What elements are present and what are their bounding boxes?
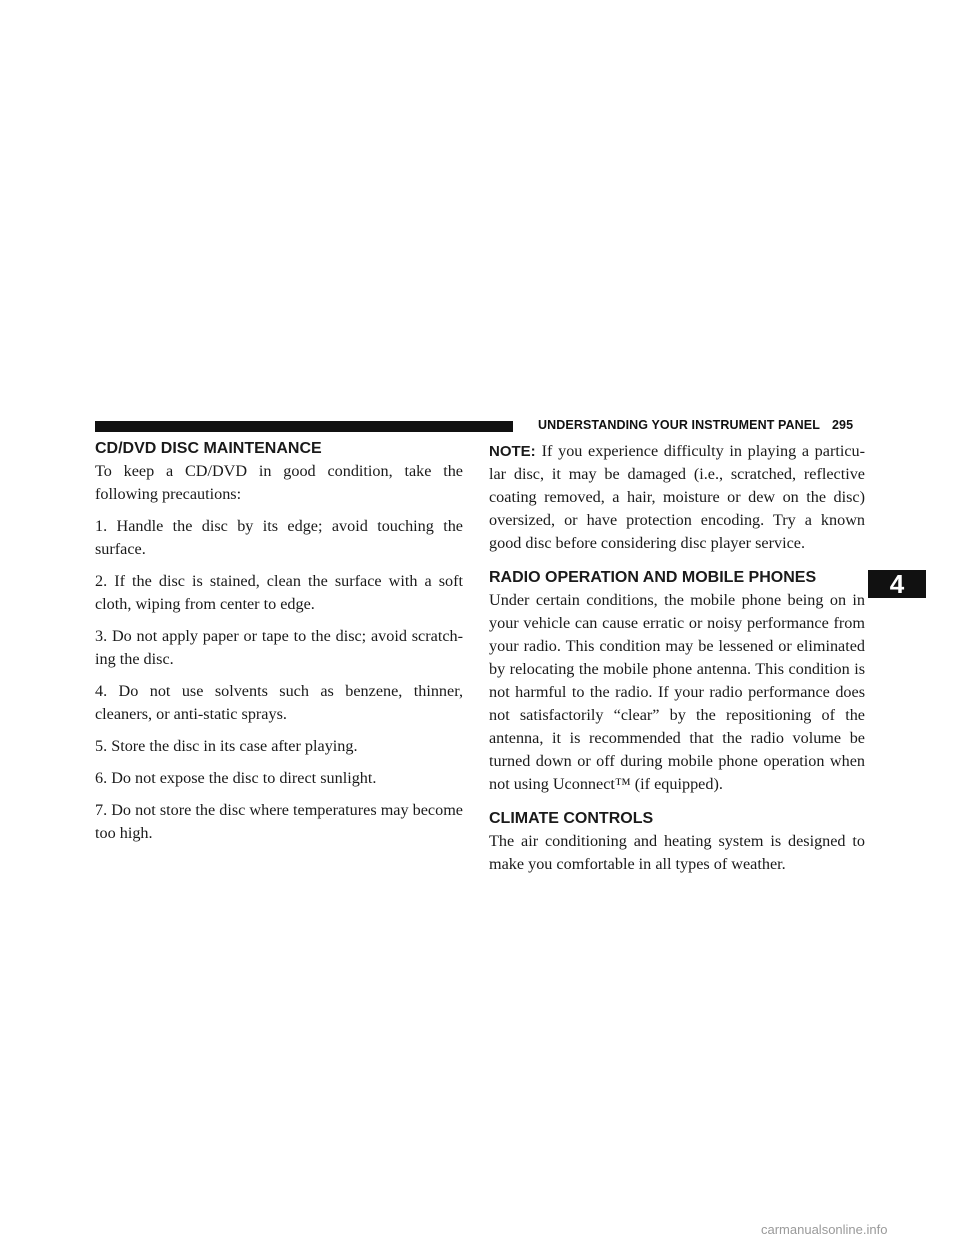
page-number: 295 — [831, 418, 854, 432]
precaution-item-5: 5. Store the disc in its case after playing. — [95, 737, 358, 755]
note-text: If you experience difficulty in playing a particu-lar disc, it may be damaged (i.e., scratched, reflective coating removed, a hair, moisture or dew on the disc) oversized, or have protection encoding. Try a known good disc before considering disc player service. — [489, 442, 865, 552]
climate-paragraph: The air conditioning and heating system is designed to make you comfortable in all types of weather. — [489, 832, 865, 873]
left-column — [95, 440, 463, 854]
precaution-item-4: 4. Do not use solvents such as benzene, thinner, cleaners, or anti-static sprays. — [95, 682, 463, 723]
right-column — [489, 440, 865, 885]
radio-paragraph: Under certain conditions, the mobile phone being on in your vehicle can cause erratic or noisy performance from your radio. This condition may be lessened or eliminated by relocating the mobile phone antenna. This condition is not harmful to the radio. If your radio performance does not satisfactorily “clear” by the repositioning of the antenna, it is recommended that the radio volume be turned down or off during mobile phone operation when not using Uconnect™ (if equipped). — [489, 591, 865, 793]
header-section-title: UNDERSTANDING YOUR INSTRUMENT PANEL — [538, 418, 820, 432]
chapter-tab: 4 — [868, 570, 926, 598]
note-paragraph — [489, 440, 865, 555]
note-label: NOTE: — [489, 443, 536, 460]
header-rule — [95, 421, 513, 432]
footer-watermark: carmanualsonline.info — [761, 1222, 888, 1237]
precaution-item-3: 3. Do not apply paper or tape to the disc; avoid scratch-ing the disc. — [95, 627, 463, 668]
climate-controls-heading: CLIMATE CONTROLS — [489, 810, 654, 827]
radio-mobile-phones-heading: RADIO OPERATION AND MOBILE PHONES — [489, 569, 817, 586]
precaution-item-1: 1. Handle the disc by its edge; avoid touching the surface. — [95, 517, 463, 558]
maintenance-intro: To keep a CD/DVD in good condition, take the following precautions: — [95, 462, 463, 503]
running-header — [538, 418, 853, 432]
precaution-item-6: 6. Do not expose the disc to direct sunlight. — [95, 769, 377, 787]
precaution-item-2: 2. If the disc is stained, clean the surface with a soft cloth, wiping from center to edge. — [95, 572, 463, 613]
cd-dvd-maintenance-heading: CD/DVD DISC MAINTENANCE — [95, 440, 322, 457]
precaution-item-7: 7. Do not store the disc where temperatures may become too high. — [95, 801, 463, 842]
